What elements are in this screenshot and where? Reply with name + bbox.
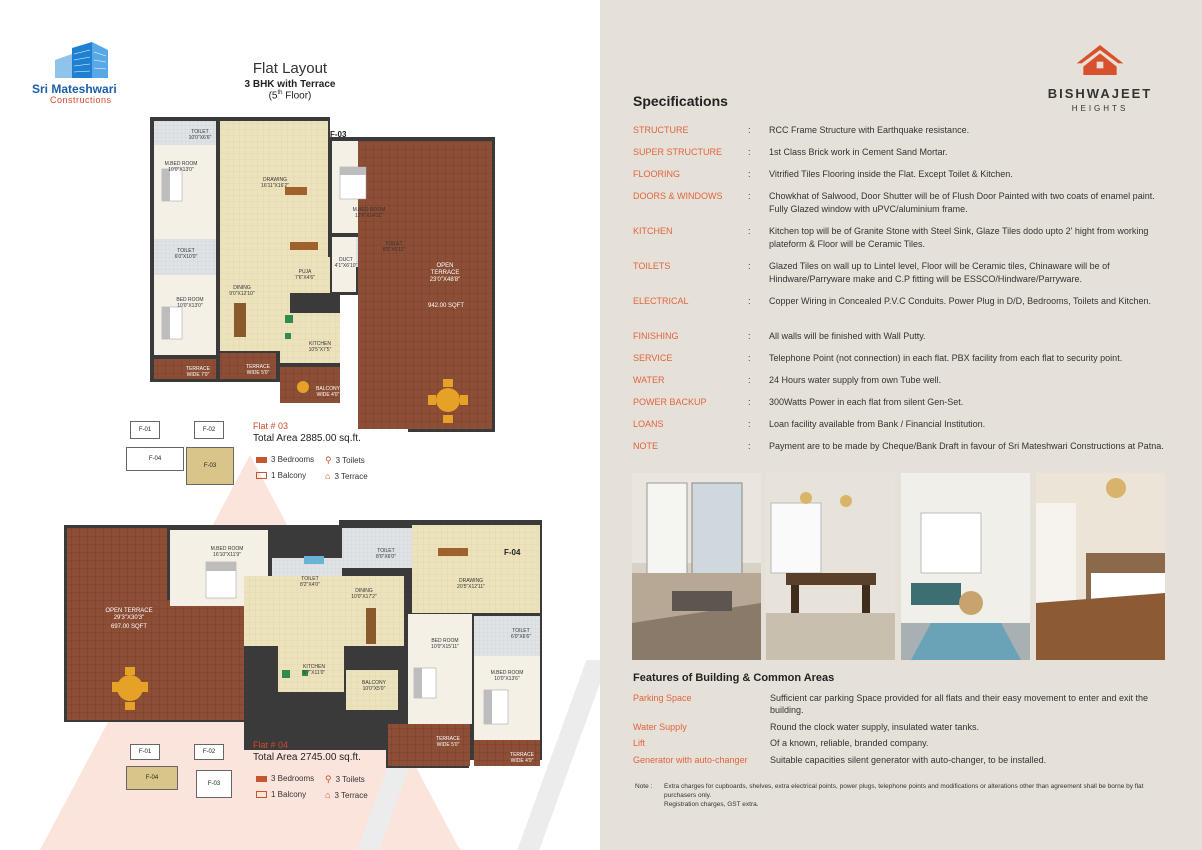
left-page (0, 0, 600, 850)
flat-03-terrace-count: ⌂ 3 Terrace (325, 471, 368, 481)
flat-03-floor-plan (150, 117, 495, 432)
flat-03-key-plan (122, 417, 242, 487)
flat-03-open-terrace: OPEN TERRACE 23'0"X48'8" (429, 263, 461, 283)
flat-03-toilet-1: TOILET 10'0"X6'6" (188, 129, 212, 141)
key-plan-f04-highlighted: F-04 (126, 766, 178, 790)
spec-value: Vitrified Tiles Flooring inside the Flat. Except Toilet & Kitchen. (769, 169, 1013, 179)
project-subname: HEIGHTS (1071, 104, 1129, 113)
bed-icon (256, 776, 267, 782)
spec-value: Telephone Point (not connection) in each flat. PBX facility from each flat to security point. (769, 353, 1123, 363)
spec-key: LOANS (633, 419, 664, 429)
key-plan-f04: F-04 (126, 447, 184, 471)
interior-photo-lounge (901, 473, 1030, 660)
flat-04-toilet-3: TOILET 6'0"X6'6" (511, 628, 531, 640)
flat-04-bedrooms: 3 Bedrooms (256, 774, 314, 783)
spec-separator: : (748, 397, 751, 407)
spec-key: WATER (633, 375, 665, 385)
feature-key: Generator with auto-changer (633, 755, 748, 765)
flat-03-terrace-area: 942.00 SQFT (427, 303, 465, 309)
flat-04-toilets: ⚲ 3 Toilets (325, 774, 365, 784)
flat-04-balcony-count: 1 Balcony (256, 790, 306, 799)
spec-value: 1st Class Brick work in Cement Sand Mortar. (769, 147, 948, 157)
flat-03-summary (253, 421, 361, 444)
flat-04-number: Flat # 04 (253, 740, 289, 750)
spec-separator: : (748, 441, 751, 451)
feature-key: Water Supply (633, 722, 687, 732)
flat-03-number: Flat # 03 (253, 421, 289, 431)
feature-value: Sufficient car parking Space provided for all flats and their easy movement to enter and exit the building. (770, 693, 1149, 715)
flat-03-tag: F-03 (330, 130, 347, 139)
toilet-icon: ⚲ (325, 774, 332, 784)
sri-mateshwari-logo (32, 40, 127, 106)
flat-layout-heading (230, 60, 350, 101)
flat-03-kitchen: KITCHEN 10'5"X7'5" (308, 341, 332, 353)
spec-separator: : (748, 331, 751, 341)
feature-value: Suitable capacities silent generator with auto-changer, to be installed. (770, 755, 1047, 765)
flat-layout-title: Flat Layout (252, 60, 328, 77)
flat-layout-floor: (5th Floor) (268, 90, 312, 102)
note-text (664, 782, 1174, 809)
flat-03-terrace-1: TERRACE WIDE 7'0" (186, 366, 210, 378)
bishwajeet-heights-logo (1045, 42, 1155, 117)
spec-separator: : (748, 353, 751, 363)
note-line: Extra charges for cupboards, shelves, extra electrical points, power plugs, telephone points and modifications or alterations other than agreement shall be borne by flat purchasers only. (664, 783, 1144, 799)
spec-key: FLOORING (633, 169, 681, 179)
spec-value: Glazed Tiles on wall up to Lintel level, Floor will be Ceramic tiles, Chinaware will be of Hindware/Parryware make and C.P fitting will be ESSCO/Hindware/Parryware. (769, 261, 1110, 284)
flat-03-duct: DUCT 4'1"X6'10" (334, 257, 358, 269)
spec-separator: : (748, 169, 751, 179)
terrace-icon: ⌂ (325, 790, 331, 800)
flat-layout-subtitle: 3 BHK with Terrace (244, 79, 336, 90)
spec-key: KITCHEN (633, 226, 673, 236)
spec-value: Kitchen top will be of Granite Stone with Steel Sink, Glaze Tiles dodo upto 2' hight from working plateform & Floor will be Ceramic Tiles. (769, 226, 1149, 249)
feature-key: Lift (633, 738, 646, 748)
spec-value: All walls will be finished with Wall Putty. (769, 331, 926, 341)
flat-03-master-bedroom: M.BED ROOM 10'0"X13'0" (164, 161, 198, 173)
flat-03-toilet-2: TOILET 6'0"X10'0" (174, 248, 198, 260)
flat-03-dining: DINING 9'0"X12'10" (229, 285, 255, 297)
features-title: Features of Building & Common Areas (633, 672, 835, 684)
spec-value: Chowkhat of Salwood, Door Shutter will be of Flush Door Painted with two coats of enamel paint. Fully Glazed window with uPVC/aluminium frame. (769, 191, 1155, 214)
spec-key: SUPER STRUCTURE (633, 147, 723, 157)
flat-03-puja: PUJA 7'6"X4'6" (295, 269, 315, 281)
balcony-icon (256, 472, 267, 479)
spec-key: DOORS & WINDOWS (633, 191, 723, 201)
flat-04-plan-drawing (64, 520, 544, 770)
key-plan-f01: F-01 (130, 744, 160, 760)
spec-separator: : (748, 296, 751, 306)
spec-value: Payment are to be made by Cheque/Bank Draft in favour of Sri Mateshwari Constructions at Patna. (769, 441, 1164, 451)
flat-04-kitchen: KITCHEN 9'7"X11'0" (302, 664, 326, 676)
balcony-icon (256, 791, 267, 798)
toilet-icon: ⚲ (325, 455, 332, 465)
interior-photo-bedroom (1036, 473, 1165, 660)
building-icon (50, 40, 110, 78)
note-line: Registration charges, GST extra. (664, 801, 759, 808)
flat-04-tag: F-04 (504, 548, 521, 557)
spec-separator: : (748, 147, 751, 157)
flat-04-drawing: DRAWING 20'5"X12'11" (457, 578, 485, 590)
flat-04-dining: DINING 10'0"X17'2" (351, 588, 377, 600)
spec-key: POWER BACKUP (633, 397, 707, 407)
house-roof-icon (1075, 42, 1125, 78)
feature-value: Round the clock water supply, insulated water tanks. (770, 722, 979, 732)
company-name: Sri Mateshwari (32, 82, 117, 96)
spec-value: Loan facility available from Bank / Financial Institution. (769, 419, 986, 429)
flat-04-master-bedroom: M.BED ROOM 16'10"X11'9" (210, 546, 244, 558)
project-name: BISHWAJEET (1047, 86, 1153, 101)
flat-04-total-area: Total Area 2745.00 sq.ft. (253, 752, 361, 763)
flat-04-toilet-2: TOILET 8'0"X6'0" (376, 548, 396, 560)
flat-04-terrace-2: TERRACE WIDE 4'0" (510, 752, 534, 764)
spec-separator: : (748, 191, 751, 201)
flat-04-summary (253, 740, 361, 763)
key-plan-f02: F-02 (194, 744, 224, 760)
interior-photo-dining (766, 473, 895, 660)
spec-key: NOTE (633, 441, 659, 451)
flat-03-balcony-count: 1 Balcony (256, 471, 306, 480)
key-plan-f01: F-01 (130, 421, 160, 439)
flat-03-terrace-2: TERRACE WIDE 5'0" (246, 364, 270, 376)
specifications-title: Specifications (633, 93, 728, 109)
spec-value: 300Watts Power in each flat from silent Gen-Set. (769, 397, 964, 407)
flat-04-key-plan (122, 740, 242, 810)
flat-03-total-area: Total Area 2885.00 sq.ft. (253, 433, 361, 444)
spec-separator: : (748, 419, 751, 429)
spec-key: FINISHING (633, 331, 679, 341)
flat-03-bedroom: BED ROOM 10'0"X13'0" (176, 297, 204, 309)
spec-key: TOILETS (633, 261, 671, 271)
feature-value: Of a known, reliable, branded company. (770, 738, 929, 748)
flat-04-terrace-count: ⌂ 3 Terrace (325, 790, 368, 800)
flat-04-balcony: BALCONY 10'0"X5'0" (362, 680, 386, 692)
flat-03-balcony: BALCONY WIDE 4'0" (316, 386, 340, 398)
flat-04-terrace-1: TERRACE WIDE 5'0" (436, 736, 460, 748)
right-page (600, 0, 1202, 850)
flat-03-toilet-3: TOILET 8'0"X6'11" (382, 241, 406, 253)
key-plan-f02: F-02 (194, 421, 224, 439)
spec-separator: : (748, 261, 751, 271)
note-label: Note : (635, 783, 653, 790)
key-plan-f03: F-03 (196, 770, 232, 798)
spec-separator: : (748, 125, 751, 135)
company-subname: Constructions (50, 95, 112, 105)
flat-04-terrace-area: 697.00 SQFT (110, 624, 148, 630)
spec-separator: : (748, 375, 751, 385)
flat-04-bedroom: BED ROOM 10'0"X15'11" (431, 638, 459, 650)
flat-04-master-bedroom-2: M.BED ROOM 10'0"X13'6" (490, 670, 524, 682)
flat-03-drawing: DRAWING 16'11"X16'2" (261, 177, 289, 189)
flat-04-toilet-1: TOILET 8'2"X4'0" (300, 576, 320, 588)
spec-separator: : (748, 226, 751, 236)
flat-04-open-terrace: OPEN TERRACE 29'3"X30'3" (105, 608, 153, 621)
interior-photo-living-room (632, 473, 761, 660)
feature-key: Parking Space (633, 693, 692, 703)
terrace-icon: ⌂ (325, 471, 331, 481)
spec-value: RCC Frame Structure with Earthquake resistance. (769, 125, 970, 135)
flat-03-toilets: ⚲ 3 Toilets (325, 455, 365, 465)
spec-value: Copper Wiring in Concealed P.V.C Conduits. Power Plug in D/D, Bedrooms, Toilets and Kitchen. (769, 296, 1152, 306)
spec-key: SERVICE (633, 353, 673, 363)
spec-key: ELECTRICAL (633, 296, 689, 306)
key-plan-f03-highlighted: F-03 (186, 447, 234, 485)
spec-value: 24 Hours water supply from own Tube well. (769, 375, 942, 385)
flat-03-bedrooms: 3 Bedrooms (256, 455, 314, 464)
bed-icon (256, 457, 267, 463)
spec-key: STRUCTURE (633, 125, 689, 135)
flat-03-master-bedroom-2: M.BED ROOM 12'6"X14'11" (352, 207, 386, 219)
flat-04-floor-plan (64, 520, 544, 770)
